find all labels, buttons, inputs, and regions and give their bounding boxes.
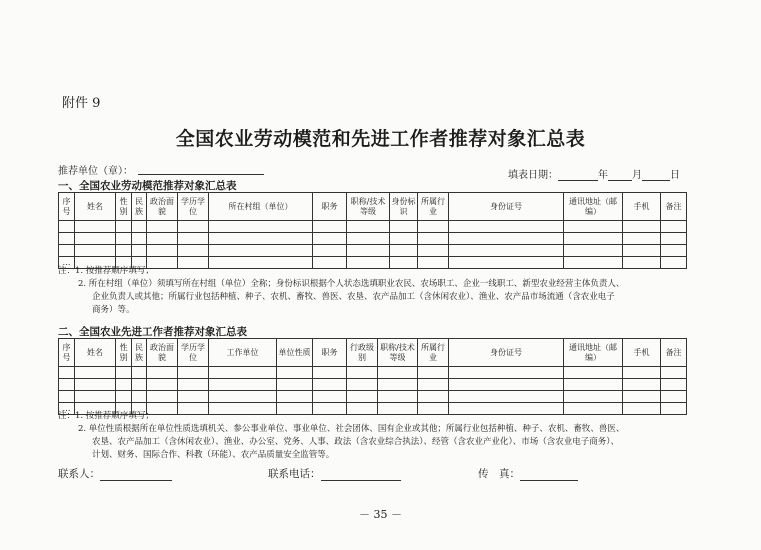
section2-heading: 二、全国农业先进工作者推荐对象汇总表: [58, 326, 247, 338]
fill-day-label: 日: [670, 170, 680, 181]
col-header: 身份标识: [390, 193, 418, 221]
contact-phone-label: 联系电话：: [268, 468, 321, 480]
col-header: 工作单位: [209, 339, 277, 367]
contact-phone: [268, 466, 401, 481]
col-header: 手机: [623, 339, 661, 367]
col-header: 通讯地址（邮编）: [564, 193, 623, 221]
fill-date: [508, 166, 680, 181]
col-header: 备注: [661, 193, 687, 221]
col-header: 民族: [132, 193, 147, 221]
col-header: 职称/技术等级: [347, 193, 390, 221]
fill-year-label: 年: [598, 170, 608, 181]
fill-month-label: 月: [632, 170, 642, 181]
recommending-unit-field[interactable]: [138, 174, 264, 175]
section2-note-4: 计划、财务、国际合作、科教（环能）、农产品质量安全监管等。: [92, 450, 335, 460]
contact-person-field[interactable]: [100, 471, 172, 481]
col-header: 政治面貌: [147, 193, 178, 221]
section2-note-1: 注：1. 按推荐顺序填写；: [58, 411, 154, 421]
section2-header-row: [59, 339, 687, 367]
col-header: 所在村组（单位）: [209, 193, 313, 221]
col-header: 身份证号: [449, 193, 564, 221]
col-header: 所属行业: [418, 339, 449, 367]
col-header: 序号: [59, 193, 75, 221]
section2-note-2: 2. 单位性质根据所在单位性质选填机关、参公事业单位、事业单位、社会团体、国有企业或其他；所属行业包括种植、种子、农机、畜牧、兽医、: [78, 424, 625, 434]
fill-day-field[interactable]: [642, 171, 670, 181]
col-header: 民族: [132, 339, 147, 367]
col-header: 职务: [313, 339, 347, 367]
page-title: 全国农业劳动模范和先进工作者推荐对象汇总表: [175, 128, 586, 150]
fax-label: 传 真：: [478, 468, 520, 480]
row-marker: …: [59, 257, 75, 269]
col-header: 姓名: [75, 339, 116, 367]
fill-month-field[interactable]: [608, 171, 632, 181]
col-header: 职务: [313, 193, 347, 221]
fill-date-label: 填表日期：: [508, 170, 558, 181]
table-row: [59, 379, 687, 391]
section1-table: [58, 192, 687, 269]
col-header: 学历学位: [178, 339, 209, 367]
col-header: 学历学位: [178, 193, 209, 221]
col-header: 备注: [661, 339, 687, 367]
col-header: 姓名: [75, 193, 116, 221]
fill-year-field[interactable]: [558, 171, 598, 181]
col-header: 通讯地址（邮编）: [564, 339, 623, 367]
col-header: 行政级别: [347, 339, 378, 367]
contact-person: [58, 466, 172, 481]
section1-note-2: 2. 所在村组（单位）须填写所在村组（单位）全称；身份标识根据个人状态选填职业农民、农场职工、企业一线职工、新型农业经营主体负责人、: [78, 279, 625, 289]
section1-header-row: [59, 193, 687, 221]
col-header: 序号: [59, 339, 75, 367]
section1-note-3: 企业负责人或其他；所属行业包括种植、种子、农机、畜牧、兽医、农垦、农产品加工（含休闲农业）、渔业、农产品市场流通（含农业电子: [92, 292, 615, 302]
fax: [478, 466, 578, 481]
col-header: 职称/技术等级: [378, 339, 418, 367]
page-number: － 35 －: [359, 508, 402, 521]
attachment-label: 附件 9: [62, 96, 101, 111]
col-header: 性别: [116, 339, 132, 367]
fax-field[interactable]: [520, 471, 578, 481]
recommending-unit-label: 推荐单位（章）：: [58, 166, 133, 177]
table-row: [59, 391, 687, 403]
section1-heading: 一、全国农业劳动模范推荐对象汇总表: [58, 180, 237, 192]
table-row: [59, 367, 687, 379]
col-header: 所属行业: [418, 193, 449, 221]
row-marker: …: [59, 403, 75, 415]
contact-phone-field[interactable]: [321, 471, 401, 481]
col-header: 单位性质: [277, 339, 313, 367]
col-header: 身份证号: [449, 339, 564, 367]
table-row: [59, 221, 687, 233]
section2-note-3: 农垦、农产品加工（含休闲农业）、渔业、办公室、党务、人事、政法（含农业综合执法）、经管（含农业产业化）、市场（含农业电子商务）、: [92, 437, 620, 447]
table-row: [59, 233, 687, 245]
contact-person-label: 联系人：: [58, 468, 100, 480]
section1-note-1: 注：1. 按推荐顺序填写；: [58, 266, 154, 276]
section2-table: [58, 338, 687, 415]
col-header: 政治面貌: [147, 339, 178, 367]
col-header: 性别: [116, 193, 132, 221]
table-row: [59, 245, 687, 257]
col-header: 手机: [623, 193, 661, 221]
section1-note-4: 商务）等。: [92, 305, 135, 315]
